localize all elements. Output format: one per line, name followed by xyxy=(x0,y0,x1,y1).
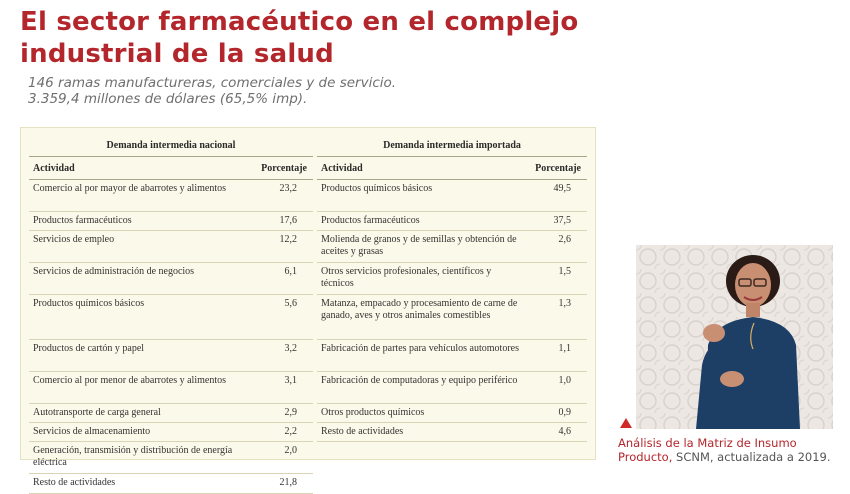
imported-table-body xyxy=(317,180,587,442)
interpreter-illustration xyxy=(636,245,833,429)
imported-percent-cell: 1,3 xyxy=(558,298,571,309)
subtitle-line-2: 3.359,4 millones de dólares (65,5% imp). xyxy=(28,91,308,107)
national-percent-cell: 12,2 xyxy=(279,234,297,245)
national-table-row xyxy=(29,231,313,263)
imported-activity-cell: Productos químicos básicos xyxy=(321,183,433,194)
national-percent-cell: 3,2 xyxy=(284,343,297,354)
national-table-row xyxy=(29,474,313,494)
national-percent-cell: 3,1 xyxy=(284,375,297,386)
imported-activity-cell: Fabricación de computadoras y equipo periférico xyxy=(321,375,518,386)
national-activity-cell: Generación, transmisión y distribución de energía eléctrica xyxy=(33,445,233,468)
imported-demand-column xyxy=(317,128,587,442)
national-activity-cell: Productos farmacéuticos xyxy=(33,215,132,226)
national-activity-cell: Productos de cartón y papel xyxy=(33,343,145,354)
imported-table-row xyxy=(317,263,587,295)
imported-activity-cell: Productos farmacéuticos xyxy=(321,215,420,226)
imported-percent-header: Porcentaje xyxy=(535,162,581,174)
national-percent-cell: 21,8 xyxy=(279,477,297,488)
imported-percent-cell: 1,0 xyxy=(558,375,571,386)
national-percent-cell: 2,0 xyxy=(284,445,297,456)
national-percent-cell: 5,6 xyxy=(284,298,297,309)
demand-table xyxy=(20,127,596,488)
national-table-row xyxy=(29,212,313,231)
national-table-row xyxy=(29,340,313,372)
imported-activity-cell: Resto de actividades xyxy=(321,426,404,437)
imported-table-row xyxy=(317,295,587,340)
national-activity-header: Actividad xyxy=(33,162,75,174)
sign-language-interpreter-video xyxy=(636,245,833,429)
imported-table-row xyxy=(317,231,587,263)
national-percent-cell: 23,2 xyxy=(279,183,297,194)
national-table-row xyxy=(29,372,313,404)
national-percent-cell: 6,1 xyxy=(284,266,297,277)
national-table-row xyxy=(29,263,313,295)
national-activity-cell: Servicios de empleo xyxy=(33,234,115,245)
caption-source-title: Análisis de la Matriz de Insumo Producto, xyxy=(618,436,797,464)
imported-percent-cell: 0,9 xyxy=(558,407,571,418)
national-activity-cell: Resto de actividades xyxy=(33,477,116,488)
national-table-row xyxy=(29,423,313,442)
imported-table-row xyxy=(317,404,587,423)
imported-percent-cell: 1,1 xyxy=(558,343,571,354)
national-activity-cell: Autotransporte de carga general xyxy=(33,407,161,418)
imported-activity-header: Actividad xyxy=(321,162,363,174)
national-activity-cell: Comercio al por menor de abarrotes y alimentos xyxy=(33,375,226,386)
national-table-row xyxy=(29,295,313,340)
national-demand-column xyxy=(29,128,313,494)
imported-percent-cell: 4,6 xyxy=(558,426,571,437)
national-activity-cell: Productos químicos básicos xyxy=(33,298,145,309)
imported-activity-cell: Otros servicios profesionales, científicos y técnicos xyxy=(321,266,492,289)
imported-table-row xyxy=(317,212,587,231)
imported-activity-cell: Molienda de granos y de semillas y obtención de aceites y grasas xyxy=(321,234,517,257)
page-title: El sector farmacéutico en el complejo industrial de la salud xyxy=(20,7,579,69)
caption-marker-icon xyxy=(620,418,632,428)
imported-percent-cell: 2,6 xyxy=(558,234,571,245)
national-percent-header: Porcentaje xyxy=(261,162,307,174)
national-table-row xyxy=(29,404,313,423)
imported-demand-heading: Demanda intermedia importada xyxy=(317,134,587,157)
national-percent-cell: 17,6 xyxy=(279,215,297,226)
national-activity-cell: Servicios de almacenamiento xyxy=(33,426,151,437)
national-table-header xyxy=(29,157,313,180)
subtitle-line-1: 146 ramas manufactureras, comerciales y de servicio. xyxy=(28,75,397,91)
imported-percent-cell: 37,5 xyxy=(553,215,571,226)
national-table-row xyxy=(29,180,313,212)
imported-activity-cell: Otros productos químicos xyxy=(321,407,425,418)
caption-source-detail: SCNM, actualizada a 2019. xyxy=(672,450,831,464)
imported-table-row xyxy=(317,423,587,442)
national-demand-heading: Demanda intermedia nacional xyxy=(29,134,313,157)
source-caption xyxy=(618,436,848,464)
national-activity-cell: Servicios de administración de negocios xyxy=(33,266,195,277)
national-table-row xyxy=(29,442,313,474)
imported-activity-cell: Matanza, empacado y procesamiento de carne de ganado, aves y otros animales comestibles xyxy=(321,298,518,321)
national-percent-cell: 2,9 xyxy=(284,407,297,418)
imported-percent-cell: 1,5 xyxy=(558,266,571,277)
imported-table-row xyxy=(317,340,587,372)
imported-percent-cell: 49,5 xyxy=(553,183,571,194)
imported-table-row xyxy=(317,372,587,404)
subtitle xyxy=(28,75,396,107)
national-table-body xyxy=(29,180,313,494)
imported-table-row xyxy=(317,180,587,212)
national-activity-cell: Comercio al por mayor de abarrotes y alimentos xyxy=(33,183,226,194)
imported-activity-cell: Fabricación de partes para vehículos automotores xyxy=(321,343,519,354)
national-percent-cell: 2,2 xyxy=(284,426,297,437)
imported-table-header xyxy=(317,157,587,180)
